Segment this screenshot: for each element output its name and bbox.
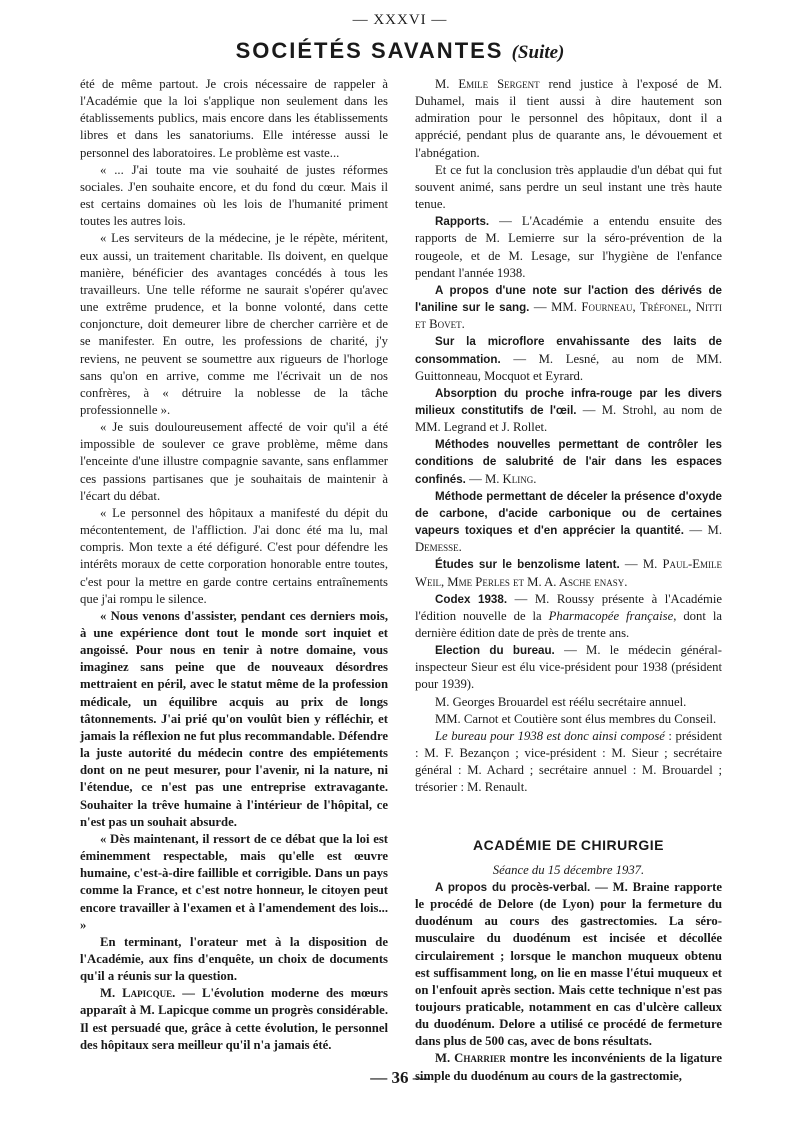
paragraph-text: , dont la dernière édition date de près de trente ans. bbox=[415, 608, 722, 640]
paragraph bbox=[415, 436, 722, 487]
roman-page-number: — XXXVI — bbox=[352, 12, 448, 28]
paragraph: « Je suis douloureusement affecté de voir qu'il a été impossible de soulever ce grave problème, même dans l'enceinte d'une illustre compagnie savante, sans enflammer ces passions partisanes que je souhaitais de maintenir à l'écart du débat. bbox=[80, 420, 388, 503]
header-title: SOCIÉTÉS SAVANTES bbox=[235, 38, 504, 63]
paragraph: « Le personnel des hôpitaux a manifesté du dépit du mécontentement, de l'affliction. J'ai donc été ma lu, mal compris. Mon texte a été défiguré. C'est pour défendre les intérêts moraux de cette corporation honorable entre toutes, c'est pour la mettre en garde contre certains entraînements que j'ai rompu le silence. bbox=[80, 505, 388, 606]
paragraph-text: — M. Roussy présente à l'Académie l'édition nouvelle de la bbox=[415, 591, 722, 623]
left-column bbox=[80, 76, 388, 1054]
speaker-name: M. Lapicque. bbox=[100, 986, 176, 1001]
paragraph bbox=[415, 213, 722, 282]
paragraph-text: — M. Strohl, au nom de MM. Legrand et J. Rollet. bbox=[415, 402, 722, 435]
right-column bbox=[415, 76, 722, 1085]
paragraph-text: — M. Lesné, au nom de MM. Guittonneau, Mocquot et Eyrard. bbox=[415, 351, 722, 383]
paragraph: MM. Carnot et Coutière sont élus membres du Conseil. bbox=[435, 711, 717, 726]
header-suite: (Suite) bbox=[511, 42, 565, 63]
paragraph bbox=[415, 591, 722, 642]
paragraph: « Dès maintenant, il ressort de ce débat que la loi est éminemment respectable, mais qu'elle est œuvre humaine, c'est-à-dire faillible et corrigible. Dans un pays comme la France, et c'est notre honneur, le citoyen peut encore travailler à l'examen et à l'amendement des lois... » bbox=[80, 831, 388, 932]
item-heading: A propos d'une note sur l'action des dérivés de l'aniline sur le sang. bbox=[415, 283, 722, 315]
paragraph bbox=[415, 488, 722, 557]
paragraph: été de même partout. Je crois nécessaire de rappeler à l'Académie que la loi s'applique non seulement dans les établissements publics, mais encore dans les établissements libres et dans les sanatoriums. Elle intéresse aussi le personnel des laboratoires. Le problème est vaste... bbox=[80, 77, 388, 160]
page-header bbox=[0, 38, 800, 64]
paragraph-text: — M. le médecin général-inspecteur Sieur est élu vice-président pour 1938 (président pour 1939). bbox=[415, 643, 722, 692]
paragraph bbox=[415, 76, 722, 162]
item-heading: Méthodes nouvelles permettant de contrôler les conditions de salubrité de l'air dans les espaces confinés. bbox=[415, 438, 722, 486]
paragraph-text: — M. Braine rapporte le procédé de Delore (de Lyon) pour la fermeture du duodénum au cours des gastrectomies. La séro-musculaire du duodénum est incisée et décollée circulairement ; lorsque le manchon muqueux obtenu est suffisamment long, on lie en masse l'étui muqueux et on l'enfouit après section. Mais cette technique n'est pas toujours praticable, notamment en cas d'ulcère calleux du duodénum. Delore a utilisé ce procédé de fermeture dans plus de 500 cas, avec de bons résultats. bbox=[415, 879, 722, 1049]
item-heading: Codex 1938. bbox=[435, 592, 508, 606]
book-title: Pharmacopée française bbox=[548, 608, 674, 623]
paragraph: En terminant, l'orateur met à la disposition de l'Académie, aux fins d'enquête, un choix de documents qu'il a réunis sur la question. bbox=[80, 934, 388, 984]
item-heading: Rapports. bbox=[435, 215, 490, 229]
item-heading: Méthode permettant de déceler la présence d'oxyde de carbone, d'acide carbonique ou de certaines vapeurs toxiques et d'en apprécier la quantité. bbox=[415, 489, 722, 538]
paragraph: M. Georges Brouardel est réélu secrétaire annuel. bbox=[435, 694, 687, 709]
paragraph bbox=[80, 985, 388, 1054]
paragraph: « ... J'ai toute ma vie souhaité de justes réformes sociales. J'en souhaite encore, et du fond du cœur. Mais il est certains domaines où les lois de l'humanité priment toutes les autres lois. bbox=[80, 162, 388, 229]
paragraph-text: — M. Paul-Emile Weil, Mme Perles et M. A. Asche enasy. bbox=[415, 557, 723, 589]
paragraph-text: — M. Kling. bbox=[465, 471, 537, 486]
item-heading: Études sur le benzolisme latent. bbox=[435, 558, 620, 572]
paragraph-text: — L'évolution moderne des mœurs apparaît à M. Lapicque comme un progrès considérable. Il est persuadé que, grâce à cette évolution, le personnel des hôpitaux sera meilleur qu'il n'a jamais été. bbox=[80, 986, 388, 1052]
page-number: — 36 — bbox=[370, 1068, 430, 1087]
item-heading: Sur la microflore envahissante des laits de consommation. bbox=[415, 335, 722, 366]
speaker-name: M. Charrier bbox=[435, 1051, 506, 1066]
paragraph-text: — L'Académie a entendu ensuite des rapports de M. Lemierre sur la séro-prévention de la rougeole, et de M. Lesage, sur l'hygiène de l'enfance pendant l'année 1938. bbox=[415, 214, 722, 280]
seance-date: Séance du 15 décembre 1937. bbox=[492, 862, 645, 877]
item-heading: A propos du procès-verbal. bbox=[435, 880, 591, 894]
paragraph-text: montre les inconvénients de la ligature simple du duodénum au cours de la gastrectomie, bbox=[415, 1051, 722, 1083]
paragraph-text: : président : M. F. Bezançon ; vice-président : M. Sieur ; secrétaire général : M. Achard ; secrétaire annuel : M. Brouardel ; trésorier : M. Renault. bbox=[415, 728, 722, 795]
item-heading: Election du bureau. bbox=[435, 644, 555, 658]
item-heading: Absorption du proche infra-rouge par les divers milieux constitutifs de l'œil. bbox=[415, 386, 722, 417]
paragraph: « Nous venons d'assister, pendant ces derniers mois, à une expérience dont tout le monde sort inquiet et angoissé. Pour nous en tenir à notre domaine, vous imaginez sans peine que de nouveaux désordres mettraient en péril, avec le statut même de la profession médicale, un équilibre acquis au prix de longs tâtonnements. J'ai prié qu'on voulût bien y réfléchir, et jamais la réflexion ne fut plus recommandable. Défendre la juste autorité du médecin contre des empiétements dont on ne peut mesurer, pour l'avenir, ni la nature, ni l'étendue, ce n'est pas une entreprise extravagante. Souhaiter la trêve humaine à l'intérieur de l'hôpital, ce n'est pas un souhait absurde. bbox=[80, 608, 388, 829]
paragraph-text: — M. Demesse. bbox=[415, 523, 722, 555]
paragraph bbox=[415, 385, 722, 436]
italic-lead: Le bureau pour 1938 est donc ainsi composé bbox=[435, 728, 665, 743]
paragraph bbox=[415, 556, 722, 590]
speaker-name: M. Emile Sergent bbox=[435, 77, 540, 91]
paragraph bbox=[415, 879, 722, 1051]
paragraph bbox=[415, 642, 722, 693]
paragraph bbox=[415, 333, 722, 384]
paragraph bbox=[415, 282, 722, 333]
paragraph-text: — MM. Fourneau, Tréfonel, Nitti et Bovet. bbox=[415, 300, 722, 332]
paragraph: Et ce fut la conclusion très applaudie d'un débat qui fut souvent animé, sans perdre un seul instant une très haute tenue. bbox=[415, 162, 722, 212]
section-title: ACADÉMIE DE CHIRURGIE bbox=[473, 836, 664, 853]
paragraph: « Les serviteurs de la médecine, je le répète, méritent, eux aussi, un traitement charitable. Ils doivent, en quelque manière, bénéficier des avantages concédés à tous les travailleurs. Une telle réforme ne saurait s'opérer qu'avec une extrême prudence, et la bonne volonté, dans cette conjoncture, doit demeurer libre de chercher carrière et de se manifester. En outre, les professions de charité, j'y reviens, ne peuvent se soumettre aux rigueurs de l'horloge sans qu'on en arrive, comme me l'écrivait un de nos confrères, à « détruire la noblesse de la tâche professionnelle ». bbox=[80, 231, 388, 417]
paragraph-text: rend justice à l'exposé de M. Duhamel, mais il tient aussi à dire hautement son admiration pour le personnel des hôpitaux, dont il a apprécié, pendant plus de quarante ans, le dévouement et l'abnégation. bbox=[415, 77, 723, 160]
paragraph bbox=[415, 728, 722, 797]
